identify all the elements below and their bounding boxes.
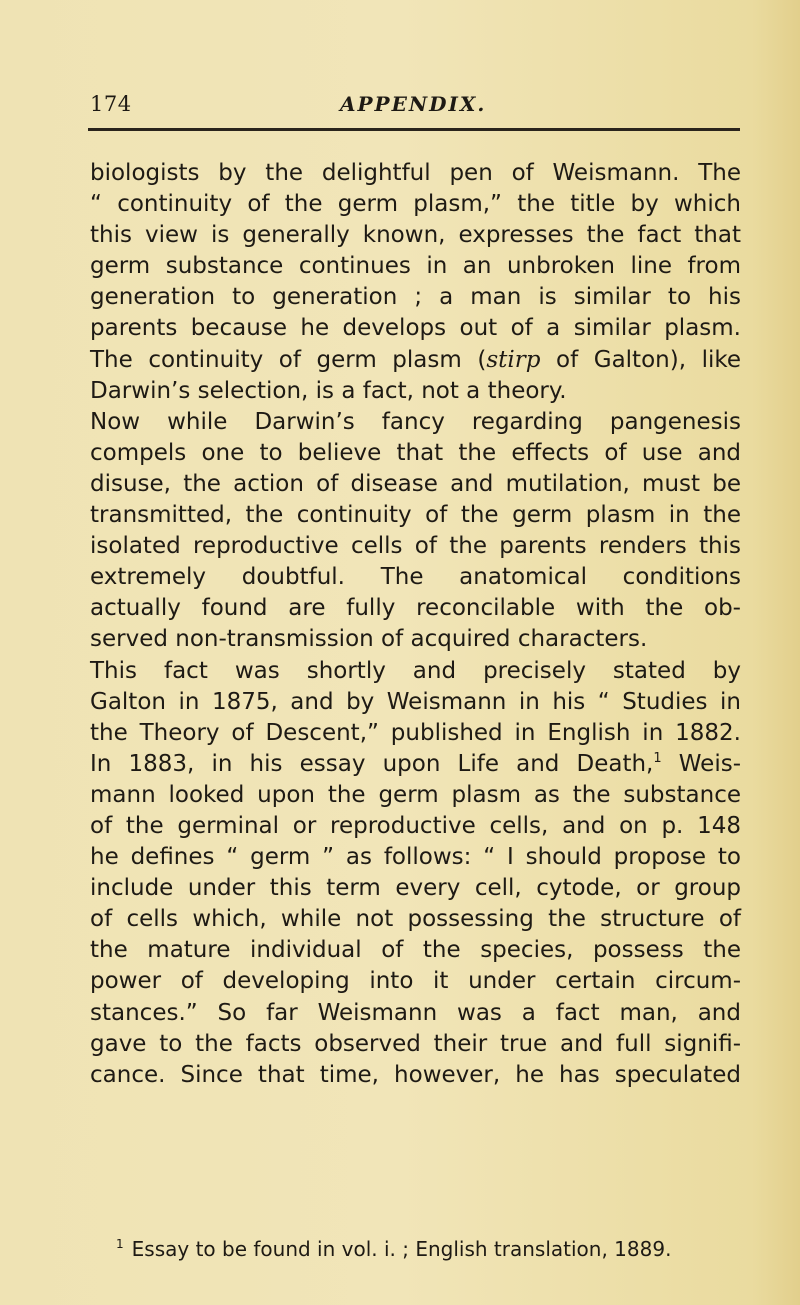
- header-rule: [88, 128, 740, 131]
- text-line: “ continuity of the germ plasm,” the title by which: [90, 191, 741, 218]
- text-line: of cells which, while not possessing the structure of: [90, 906, 741, 933]
- text-line: Galton in 1875, and by Weismann in his “ Studies in: [90, 688, 741, 715]
- text-line: disuse, the action of disease and mutilation, must be: [90, 470, 741, 497]
- running-head: APPENDIX.: [340, 92, 487, 116]
- text-line: germ substance continues in an unbroken line from: [90, 253, 741, 280]
- footnote-mark: 1: [116, 1237, 124, 1251]
- text-line: the Theory of Descent,” published in English in 1882.: [90, 719, 741, 746]
- text-line: include under this term every cell, cytode, or group: [90, 875, 741, 902]
- text-line: compels one to believe that the effects of use and: [90, 439, 741, 466]
- text-line: biologists by the delightful pen of Weismann. The: [90, 160, 741, 186]
- text-line: isolated reproductive cells of the parents renders this: [90, 533, 741, 560]
- text-line: actually found are fully reconcilable with the ob-: [90, 595, 741, 622]
- text-line: [90, 749, 741, 780]
- text-run: The continuity of germ plasm (: [90, 346, 487, 373]
- text-run: Weis-: [661, 750, 742, 777]
- text-line: gave to the facts observed their true and full signifi-: [90, 1030, 741, 1057]
- text-line: generation to generation ; a man is similar to his: [90, 284, 741, 311]
- footnote-reference: 1: [653, 750, 662, 766]
- page-header: [0, 92, 800, 132]
- text-run: In 1883, in his essay upon Life and Death,: [90, 750, 654, 777]
- footnote: [116, 1237, 736, 1261]
- text-line: of the germinal or reproductive cells, and on p. 148: [90, 812, 741, 839]
- text-line: power of developing into it under certain circum-: [90, 968, 741, 995]
- text-line: this view is generally known, expresses the fact that: [90, 222, 741, 249]
- page-number: 174: [90, 92, 132, 116]
- text-line: parents because he develops out of a similar plasm.: [90, 315, 741, 342]
- text-line: served non-transmission of acquired characters.: [90, 626, 648, 653]
- text-line: mann looked upon the germ plasm as the substance: [90, 781, 741, 808]
- italic-term: stirp: [486, 346, 541, 373]
- text-line: transmitted, the continuity of the germ plasm in the: [90, 502, 741, 529]
- text-line: [90, 345, 741, 376]
- text-line: the mature individual of the species, possess the: [90, 937, 741, 964]
- footnote-text: Essay to be found in vol. i. ; English translation, 1889.: [131, 1237, 672, 1261]
- text-line: Darwin’s selection, is a fact, not a theory.: [90, 377, 567, 404]
- text-line: Now while Darwin’s fancy regarding pangenesis: [90, 408, 741, 435]
- text-run: of Galton), like: [540, 346, 741, 373]
- text-line: cance. Since that time, however, he has speculated: [90, 1061, 741, 1088]
- text-line: extremely doubtful. The anatomical conditions: [90, 564, 741, 591]
- text-line: stances.” So far Weismann was a fact man, and: [90, 999, 741, 1026]
- body-text: [90, 158, 741, 1091]
- text-line: This fact was shortly and precisely stated by: [90, 657, 741, 684]
- text-line: he defines “ germ ” as follows: “ I should propose to: [90, 844, 741, 871]
